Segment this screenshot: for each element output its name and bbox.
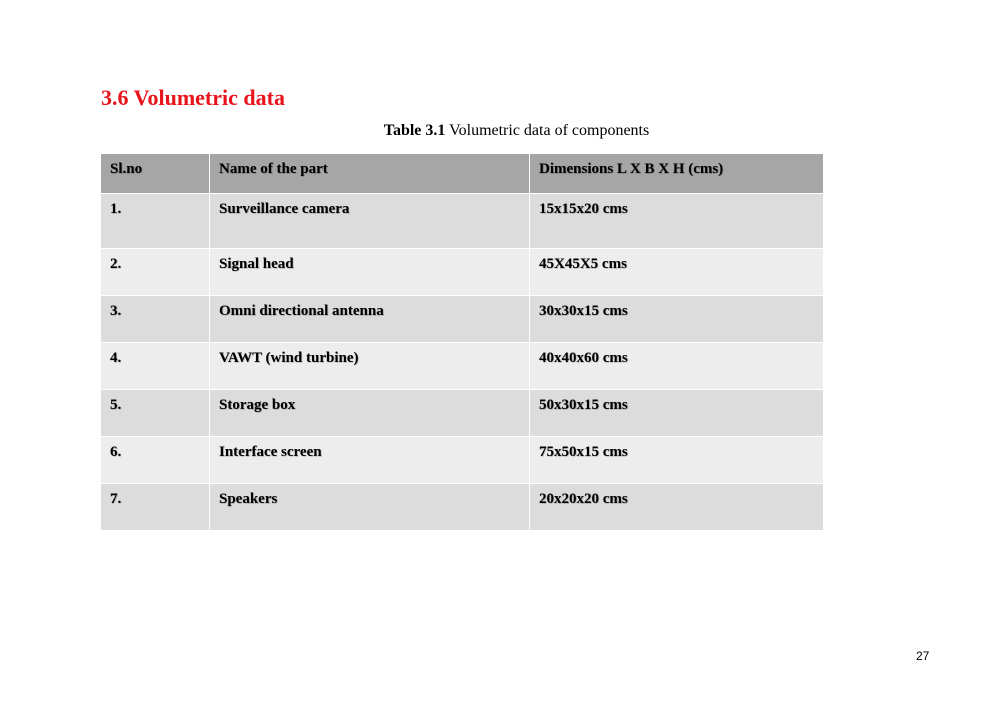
page-number: 27 [916, 649, 930, 663]
header-sl-no: Sl.no [101, 154, 210, 194]
cell-part-name: Surveillance camera [210, 194, 530, 249]
header-part-name: Name of the part [210, 154, 530, 194]
cell-part-name: Signal head [210, 249, 530, 296]
cell-sl-no: 3. [101, 296, 210, 343]
cell-dimensions: 75x50x15 cms [530, 437, 824, 484]
cell-dimensions: 45X45X5 cms [530, 249, 824, 296]
cell-part-name: Storage box [210, 390, 530, 437]
section-heading: 3.6 Volumetric data [101, 85, 285, 110]
cell-dimensions: 30x30x15 cms [530, 296, 824, 343]
cell-sl-no: 5. [101, 390, 210, 437]
cell-dimensions: 50x30x15 cms [530, 390, 824, 437]
table-header [101, 154, 824, 194]
cell-dimensions: 20x20x20 cms [530, 484, 824, 531]
cell-part-name: VAWT (wind turbine) [210, 343, 530, 390]
cell-dimensions: 40x40x60 cms [530, 343, 824, 390]
table-row [101, 484, 824, 531]
cell-dimensions: 15x15x20 cms [530, 194, 824, 249]
table-row [101, 249, 824, 296]
table-row [101, 194, 824, 249]
cell-sl-no: 7. [101, 484, 210, 531]
cell-part-name: Speakers [210, 484, 530, 531]
cell-sl-no: 1. [101, 194, 210, 249]
table-caption [0, 121, 1000, 141]
volumetric-data-table [100, 153, 824, 531]
cell-part-name: Omni directional antenna [210, 296, 530, 343]
table-row [101, 390, 824, 437]
cell-sl-no: 2. [101, 249, 210, 296]
cell-sl-no: 4. [101, 343, 210, 390]
header-dimensions: Dimensions L X B X H (cms) [530, 154, 824, 194]
cell-part-name: Interface screen [210, 437, 530, 484]
table-header-row [101, 154, 824, 194]
table-row [101, 343, 824, 390]
table-row [101, 296, 824, 343]
table-body [101, 194, 824, 531]
cell-sl-no: 6. [101, 437, 210, 484]
table-caption-text: Volumetric data of components [449, 122, 650, 139]
table-row [101, 437, 824, 484]
table-caption-label: Table 3.1 [383, 122, 446, 139]
